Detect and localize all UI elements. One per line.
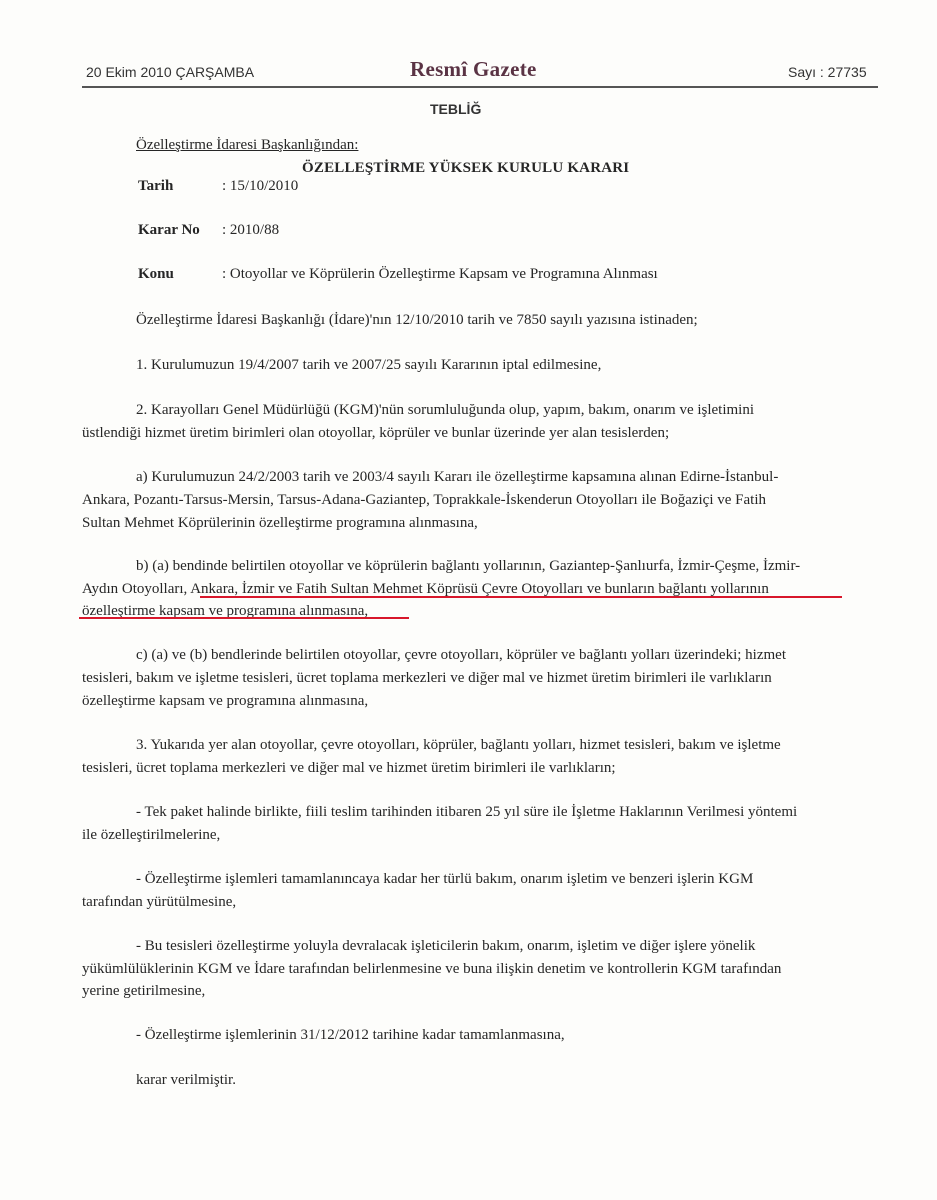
highlight-underline-2: [79, 617, 409, 619]
item-3-line-2: tesisleri, ücret toplama merkezleri ve diğer mal ve hizmet üretim birimleri ile varlıkların;: [82, 760, 616, 776]
item-2a-line-2: Ankara, Pozantı-Tarsus-Mersin, Tarsus-Adana-Gaziantep, Toprakkale-İskenderun Otoyolları ile Boğaziçi ve Fatih: [82, 492, 766, 508]
decision-number-label: Karar No: [138, 222, 200, 238]
date-value: : 15/10/2010: [222, 178, 299, 194]
item-2c-line-2: tesisleri, bakım ve işletme tesisleri, ücret toplama merkezleri ve diğer mal ve hizmet üretim birimleri ile varlıkların: [82, 670, 772, 686]
decision-number-value: : 2010/88: [222, 222, 280, 238]
dash-item-3-line-1: - Bu tesisleri özelleştirme yoluyla devralacak işleticilerin bakım, onarım, işletim ve diğer işlere yönelik: [136, 938, 756, 954]
header-date: 20 Ekim 2010 ÇARŞAMBA: [86, 64, 255, 80]
dash-item-1-line-1: - Tek paket halinde birlikte, fiili teslim tarihinden itibaren 25 yıl süre ile İşletme Haklarının Verilmesi yöntemi: [136, 804, 798, 820]
item-2b-line-1: b) (a) bendinde belirtilen otoyollar ve köprülerin bağlantı yollarının, Gaziantep-Şanlıurfa, İzmir-Çeşme, İzmir-: [136, 558, 801, 574]
gazette-title: Resmî Gazete: [410, 57, 537, 81]
issue-number: Sayı : 27735: [788, 64, 867, 80]
subject-label: Konu: [138, 266, 174, 282]
item-2-line-2: üstlendiği hizmet üretim birimleri olan otoyollar, köprüler ve bunlar üzerinde yer alan tesislerden;: [82, 425, 670, 441]
dash-item-4: - Özelleştirme işlemlerinin 31/12/2012 tarihine kadar tamamlanmasına,: [136, 1027, 565, 1043]
item-2c-line-3: özelleştirme kapsam ve programına alınmasına,: [82, 693, 369, 709]
item-2a-line-3: Sultan Mehmet Köprülerinin özelleştirme programına alınmasına,: [82, 515, 478, 531]
dash-item-3-line-2: yükümlülüklerinin KGM ve İdare tarafından belirlenmesine ve buna ilişkin denetim ve kontrollerin KGM tarafından: [82, 961, 782, 977]
subject-value: : Otoyollar ve Köprülerin Özelleştirme Kapsam ve Programına Alınması: [222, 266, 658, 282]
item-2c-line-1: c) (a) ve (b) bendlerinde belirtilen otoyollar, çevre otoyolları, köprüler ve bağlantı yolları üzerindeki; hizmet: [136, 647, 786, 663]
dash-item-3-line-3: yerine getirilmesine,: [82, 983, 206, 999]
item-2b-line-2: Aydın Otoyolları, Ankara, İzmir ve Fatih Sultan Mehmet Köprüsü Çevre Otoyolları ve bunların bağlantı yollarının: [82, 581, 769, 597]
item-3-line-1: 3. Yukarıda yer alan otoyollar, çevre otoyolları, köprüler, bağlantı yolları, hizmet tesisleri, bakım ve işletme: [136, 737, 781, 753]
decision-title: ÖZELLEŞTİRME YÜKSEK KURULU KARARI: [302, 160, 630, 176]
highlight-underline-1: [200, 596, 842, 598]
header-divider: [82, 86, 878, 88]
dash-item-2-line-2: tarafından yürütülmesine,: [82, 894, 237, 910]
item-2b-line-3: özelleştirme kapsam ve programına alınmasına,: [82, 603, 369, 619]
item-2a-line-1: a) Kurulumuzun 24/2/2003 tarih ve 2003/4 sayılı Kararı ile özelleştirme kapsamına alınan Edirne-İstanbul-: [136, 469, 779, 485]
intro-paragraph: Özelleştirme İdaresi Başkanlığı (İdare)'nın 12/10/2010 tarih ve 7850 sayılı yazısına istinaden;: [136, 312, 698, 328]
dash-item-1-line-2: ile özelleştirilmelerine,: [82, 827, 221, 843]
closing-statement: karar verilmiştir.: [136, 1072, 236, 1088]
dash-item-2-line-1: - Özelleştirme işlemleri tamamlanıncaya kadar her türlü bakım, onarım işletim ve benzeri işlerin KGM: [136, 871, 754, 887]
item-1: 1. Kurulumuzun 19/4/2007 tarih ve 2007/25 sayılı Kararının iptal edilmesine,: [136, 357, 602, 373]
issuing-authority: Özelleştirme İdaresi Başkanlığından:: [136, 137, 359, 153]
item-2-line-1: 2. Karayolları Genel Müdürlüğü (KGM)'nün sorumluluğunda olup, yapım, bakım, onarım ve işletimini: [136, 402, 755, 418]
section-title: TEBLİĞ: [430, 101, 482, 117]
date-label: Tarih: [138, 178, 174, 194]
